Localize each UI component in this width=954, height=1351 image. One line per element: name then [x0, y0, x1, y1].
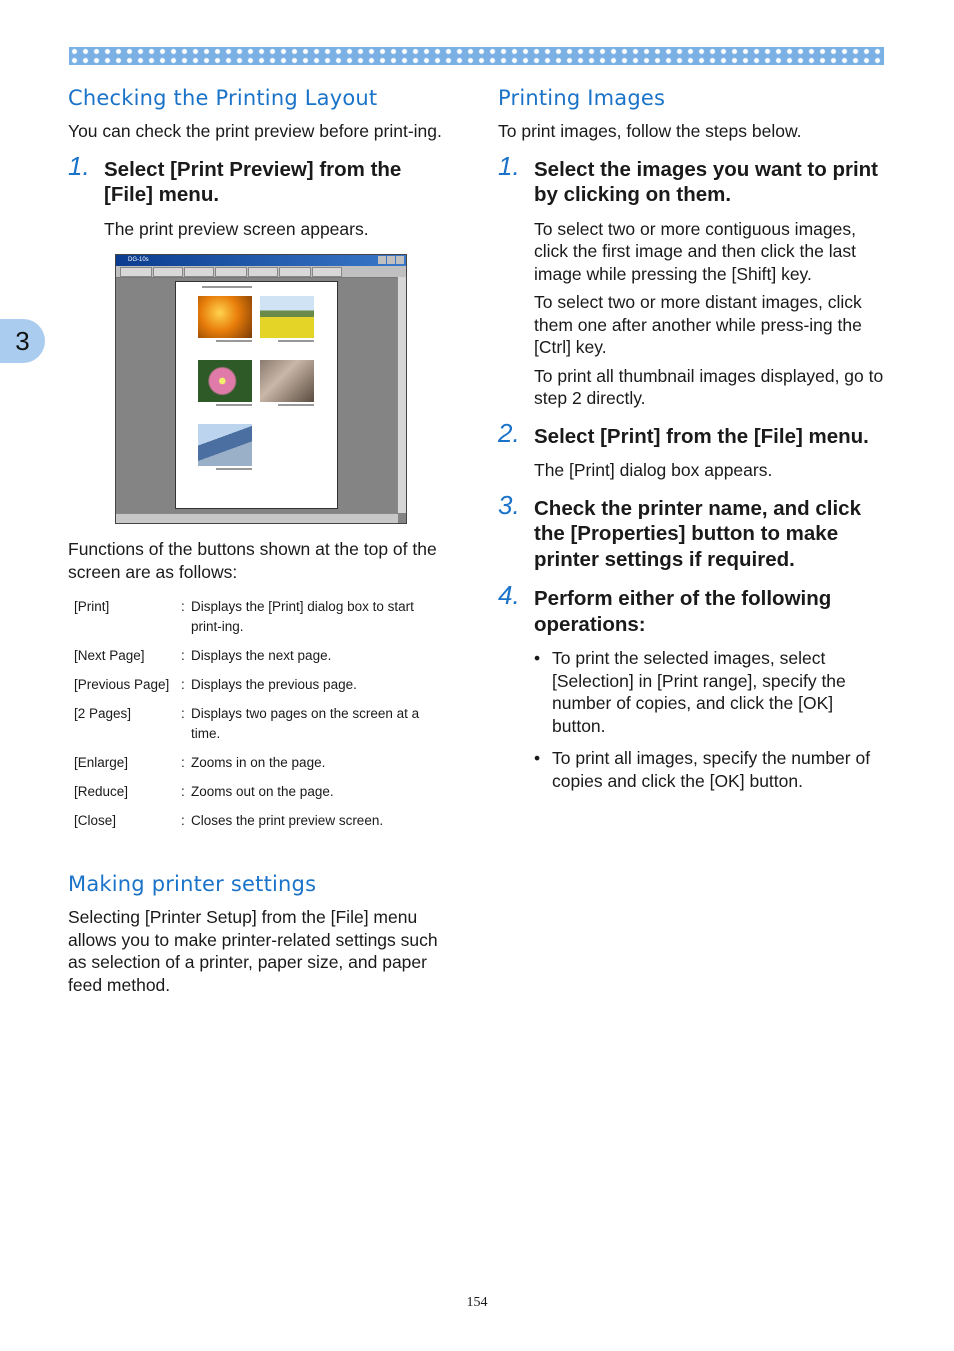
- preview-toolbar: [116, 266, 406, 278]
- status-bar: [116, 513, 398, 523]
- table-row: [68, 597, 447, 646]
- separator: :: [181, 784, 185, 799]
- page-number: 154: [466, 1295, 488, 1310]
- table-row: [68, 753, 447, 782]
- function-key: [Enlarge]: [74, 755, 129, 770]
- bullet-item: • To print all images, specify the number of copies and click the [OK] button.: [534, 747, 888, 792]
- function-key: [Reduce]: [74, 784, 129, 799]
- step-1-select-images: [498, 150, 888, 410]
- function-description: Zooms in on the page.: [191, 755, 326, 770]
- printer-settings-body: Selecting [Printer Setup] from the [File] menu allows you to make printer-related settings such as selection of a printer, paper size, and paper feed method.: [68, 907, 438, 995]
- function-description: Displays the previous page.: [191, 677, 357, 692]
- table-row: [68, 811, 447, 840]
- step-title: Perform either of the following operations:: [534, 587, 832, 636]
- function-description: Displays the [Print] dialog box to start print-ing.: [191, 599, 414, 634]
- header-banner: [69, 47, 884, 65]
- step-3-check-printer: [498, 489, 888, 573]
- step-title: Select [Print Preview] from the [File] menu.: [104, 157, 402, 206]
- window-title: DG-10s: [128, 257, 149, 263]
- section-title-printing-images: Printing Images: [498, 86, 666, 110]
- thumbnail-image: [198, 424, 252, 466]
- thumbnail-image: [198, 360, 252, 402]
- thumbnail-image: [260, 360, 314, 402]
- table-row: [68, 675, 447, 704]
- step-title: Select the images you want to print by clicking on them.: [534, 157, 879, 206]
- buttons-intro: Functions of the buttons shown at the top of the screen are as follows:: [68, 539, 437, 582]
- step-description: To select two or more contiguous images, click the first image and then click the last image while pressing the [Shift] key.: [534, 218, 856, 284]
- separator: :: [181, 599, 185, 614]
- preview-page: [175, 281, 338, 509]
- section-intro: You can check the print preview before print-ing.: [68, 121, 442, 141]
- step-description: To select two or more distant images, click them one after another while press-ing the [Ctrl] key.: [534, 292, 862, 357]
- step-title: Select [Print] from the [File] menu.: [534, 424, 869, 448]
- step-number: 2.: [498, 417, 520, 448]
- function-key: [Previous Page]: [74, 677, 170, 692]
- vertical-scrollbar: [397, 277, 406, 513]
- function-key: [2 Pages]: [74, 706, 132, 721]
- window-titlebar: [116, 255, 406, 266]
- table-row: [68, 782, 447, 811]
- right-column: [498, 86, 888, 792]
- thumbnail-image: [260, 296, 314, 338]
- separator: :: [181, 648, 185, 663]
- function-description: Displays two pages on the screen at a time.: [191, 706, 420, 741]
- step-title: Check the printer name, and click the [Properties] button to make printer settings if required.: [534, 496, 861, 571]
- function-key: [Print]: [74, 599, 110, 614]
- thumbnail-image: [198, 296, 252, 338]
- function-description: Zooms out on the page.: [191, 784, 334, 799]
- separator: :: [181, 677, 185, 692]
- step-number: 1.: [68, 150, 90, 181]
- window-controls: [378, 256, 404, 264]
- table-row: [68, 646, 447, 675]
- step-number: 1.: [498, 150, 520, 181]
- function-description: Displays the next page.: [191, 648, 332, 663]
- left-column: [68, 86, 453, 996]
- section-title-checking-layout: Checking the Printing Layout: [68, 86, 378, 110]
- function-key: [Close]: [74, 813, 117, 828]
- function-key: [Next Page]: [74, 648, 145, 663]
- step-description: To print all thumbnail images displayed, go to step 2 directly.: [534, 365, 884, 408]
- separator: :: [181, 813, 185, 828]
- table-row: [68, 704, 447, 753]
- chapter-tab: 3: [0, 319, 45, 363]
- step-1-print-preview: [68, 150, 453, 241]
- function-description: Closes the print preview screen.: [191, 813, 384, 828]
- button-functions-table: [68, 597, 447, 840]
- step-number: 4.: [498, 580, 520, 610]
- step-4-perform-operations: [498, 580, 888, 792]
- step-description: The print preview screen appears.: [104, 218, 369, 239]
- step-description: The [Print] dialog box appears.: [534, 460, 773, 480]
- section-intro: To print images, follow the steps below.: [498, 121, 802, 141]
- step-2-select-print: [498, 417, 888, 482]
- separator: :: [181, 706, 185, 721]
- bullet-item: • To print the selected images, select [Selection] in [Print range], specify the number of copies, and click the [OK] button.: [534, 647, 888, 737]
- step-number: 3.: [498, 489, 520, 520]
- separator: :: [181, 755, 185, 770]
- section-title-printer-settings: Making printer settings: [68, 872, 317, 896]
- print-preview-screenshot: [115, 254, 407, 524]
